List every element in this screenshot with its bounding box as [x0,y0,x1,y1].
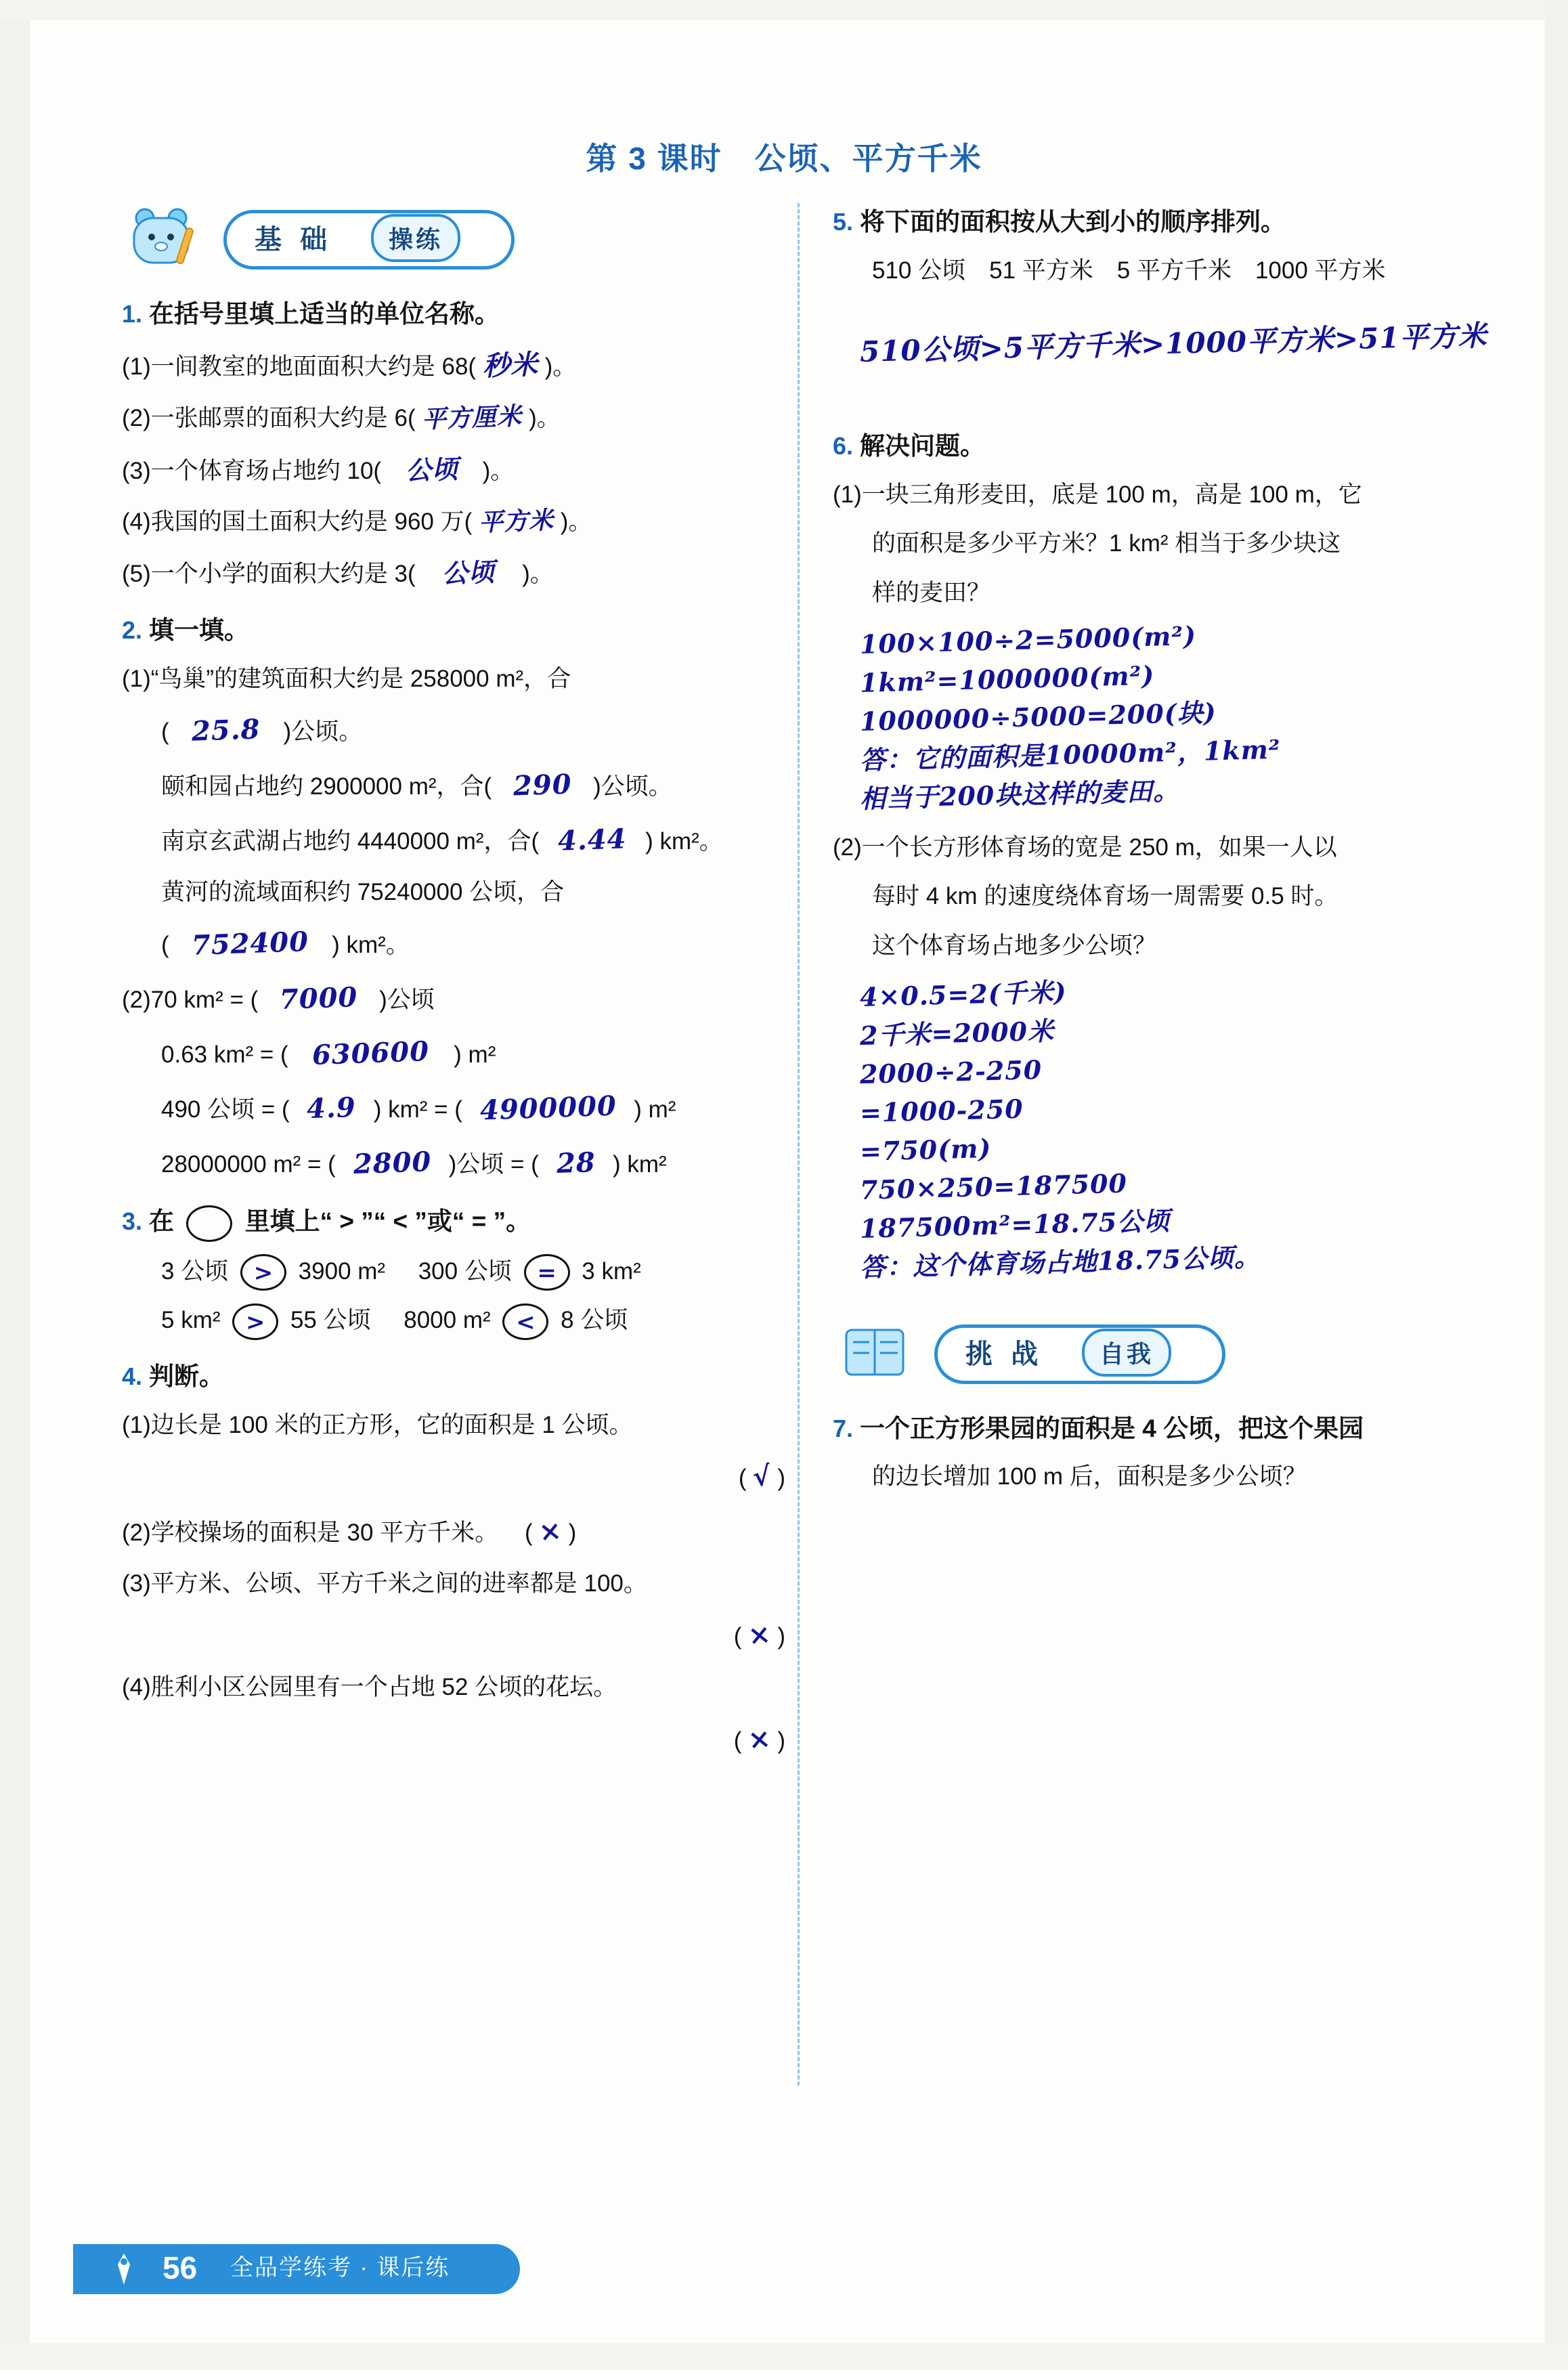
q6-p2-line2: 每时 4 km 的速度绕体育场一周需要 0.5 时。 [872,883,1338,910]
q1-i1-tail: )。 [544,353,577,380]
q1-i5-text: (5)一个小学的面积大约是 3( [122,561,416,588]
pen-icon [108,2251,139,2287]
q1-i3-tail: )。 [482,457,515,484]
blank-circle-icon [186,1205,232,1242]
q2-l3-post: ) km²。 [645,827,723,855]
q2-l8-answer-1: 2800 [352,1145,432,1180]
right-column [833,203,1510,1507]
page-edge-top [0,0,1568,20]
q2-l3-answer: 4.44 [557,823,628,857]
q2-line-8 [161,1142,785,1186]
q4-answer-4: ( × ) [122,1718,785,1762]
q5-answer: 510公顷>5平方千米>1000平方米>51平方米 [859,318,1488,369]
page-title: 第 3 课时 公顷、平方千米 [586,141,982,176]
q3-r2-op: > [232,1304,278,1340]
q4-answer-3: ( × ) [122,1614,785,1658]
q2-l8-answer-2: 28 [555,1146,596,1180]
q3-r2-right2: 8 公顷 [561,1307,628,1334]
q2-l7-mid: ) km² = ( [373,1096,462,1123]
q2-line-2 [161,764,785,808]
question-6-number: 6. [833,432,854,460]
question-2-heading [122,611,785,649]
section-badge-challenge: 自我 [1082,1329,1171,1377]
q2-l4b-post: ) km²。 [332,932,410,959]
q1-i5-answer: 公顷 [441,557,496,589]
q2-l1b-post: )公顷。 [283,718,363,746]
q2-l5-answer: 7000 [279,981,359,1016]
q6-p2-work: 4×0.5=2(千米) 2千米=2000米 2000÷2-250 =1000-250 =750(m) 750×250=187500 187500m²=18.75公顷 答：这个体育场占地18.75公顷。 [859,976,1261,1283]
q2-line-1b [161,709,785,753]
q1-i2-tail: )。 [529,405,561,432]
question-5-heading [833,203,1510,241]
section-header-challenge [833,1318,1510,1392]
q3-r1-right2: 3 km² [582,1257,641,1285]
q4-item-3: (3)平方米、公顷、平方千米之间的进率都是 100。 [122,1570,647,1597]
column-divider [798,203,800,2086]
q2-l8-mid: )公顷 = ( [448,1150,539,1178]
question-6-text: 解决问题。 [860,432,986,460]
q3-r2-left2: 8000 m² [404,1307,491,1334]
q2-l1b-pre: ( [161,718,169,746]
q1-i4-answer: 平方米 [478,505,554,537]
q2-l8-pre: 28000000 m² = ( [161,1150,336,1178]
question-4-heading [122,1358,785,1396]
q2-l1b-answer: 25.8 [191,713,261,748]
section-label-basic: 基 础 [255,225,333,255]
q2-line-7 [161,1087,785,1131]
question-7-number: 7. [833,1414,854,1442]
question-7-heading [833,1410,1510,1448]
q2-line-3 [161,819,785,863]
section-badge-basic: 操练 [371,214,460,262]
q3-r1-left: 3 公顷 [161,1257,229,1285]
q4-a3-mark: × [746,1618,772,1653]
q4-item-1: (1)边长是 100 米的正方形，它的面积是 1 公顷。 [122,1411,633,1438]
question-5-number: 5. [833,208,854,236]
footer-label: 全品学练考 · 课后练 [230,2255,450,2281]
q2-l2-post: )公顷。 [593,773,672,800]
q2-l3-pre: 南京玄武湖占地约 4440000 m²，合( [161,827,540,855]
q3-r2-op2: < [502,1304,548,1340]
q7-line-1: 一个正方形果园的面积是 4 公顷，把这个果园 [860,1414,1364,1442]
question-3-heading [122,1203,785,1241]
q3-r1-op2: = [524,1254,570,1291]
q2-l7-answer-1: 4.9 [306,1091,357,1125]
q1-i1-text: (1)一间教室的地面面积大约是 68( [122,353,477,380]
q4-item-2: (2)学校操场的面积是 30 平方千米。 ( × ) [122,1510,785,1554]
q2-line-5 [122,977,785,1021]
question-5-text: 将下面的面积按从大到小的顺序排列。 [860,208,1286,236]
q2-l7-answer-2: 4900000 [479,1090,617,1127]
q6-p1-line3: 样的麦田？ [872,580,991,607]
q2-l8-post: ) km² [612,1150,667,1178]
q2-l7-post: ) m² [634,1096,676,1123]
q2-l2-pre: 颐和园占地约 2900000 m²，合( [161,773,492,800]
q4-item-4: (4)胜利小区公园里有一个占地 52 公顷的花坛。 [122,1674,617,1701]
q2-l7-pre: 490 公顷 = ( [161,1096,290,1123]
question-1-text: 在括号里填上适当的单位名称。 [149,300,500,328]
q2-l5-pre: (2)70 km² = ( [122,987,259,1014]
question-6-heading [833,427,1510,465]
q1-i5-tail: )。 [522,561,554,588]
q6-p2-line1: (2)一个长方形体育场的宽是 250 m，如果一人以 [833,834,1337,861]
q5-values: 510 公顷 51 平方米 5 平方千米 1000 平方米 [872,257,1386,284]
q3-head-pre: 在 [149,1207,175,1236]
q1-i1-answer: 秒米 [482,348,539,382]
q2-line-6 [161,1032,785,1076]
question-3-number: 3. [122,1207,143,1236]
q1-i3-answer: 公顷 [405,453,459,486]
q1-i3-text: (3)一个体育场占地约 10( [122,457,382,484]
question-2-number: 2. [122,616,143,645]
section-label-challenge: 挑 战 [965,1339,1044,1369]
question-1-item-1 [122,344,785,388]
question-1-number: 1. [122,300,143,328]
left-column [122,203,785,1773]
q1-i4-tail: )。 [560,508,592,535]
q3-head-post: 里填上“ > ”“ < ”或“ = ”。 [244,1207,531,1236]
q3-row-2 [161,1301,785,1340]
q2-l4b-answer: 752400 [191,926,310,962]
q4-i2-text: (2)学校操场的面积是 30 平方千米。 [122,1520,499,1546]
q1-i4-text: (4)我国的国土面积大约是 960 万( [122,508,473,535]
q4-a1-mark: √ [751,1459,772,1494]
q4-a2-mark: × [537,1514,564,1549]
q3-r2-left: 5 km² [161,1307,221,1334]
q4-answer-1: ( √ ) [122,1455,785,1499]
question-1-heading [122,295,785,333]
q7-line-2: 的边长增加 100 m 后，面积是多少公顷？ [872,1463,1307,1490]
q4-a4-mark: × [746,1722,772,1757]
q2-l6-pre: 0.63 km² = ( [161,1041,288,1068]
question-4-text: 判断。 [149,1362,225,1391]
q2-l2-answer: 290 [513,768,573,802]
q2-l5-post: )公顷 [379,987,435,1014]
question-1-item-5 [122,552,785,594]
q2-l6-post: ) m² [454,1041,496,1068]
q2-l4b-pre: ( [161,932,169,959]
question-1-item-2 [122,398,785,438]
q3-row-1 [161,1253,785,1291]
q2-l6-answer: 630600 [311,1035,431,1071]
q6-p1-line2: 的面积是多少平方米？1 km² 相当于多少块这 [872,530,1341,557]
q3-r1-left2: 300 公顷 [418,1257,512,1285]
q2-line-4b [161,922,785,966]
q3-r1-right: 3900 m² [298,1257,386,1285]
q1-i2-answer: 平方厘米 [421,402,523,434]
page-edge-bottom [0,2343,1568,2370]
q3-r1-op: > [240,1254,286,1291]
question-4-number: 4. [122,1362,143,1391]
q1-i2-text: (2)一张邮票的面积大约是 6( [122,405,416,432]
page-edge-right [1545,0,1568,2370]
page-number: 56 [162,2250,198,2285]
q6-p1-line1: (1)一块三角形麦田，底是 100 m，高是 100 m，它 [833,481,1362,508]
question-1-item-4 [122,502,785,542]
question-2-text: 填一填。 [149,616,250,645]
section-header-basic [122,203,785,278]
q2-line-1: (1)“鸟巢”的建筑面积大约是 258000 m²，合 [122,665,571,692]
question-1-item-3 [122,449,785,491]
q6-p1-work: 100×100÷2=5000(m²) 1km²=1000000(m²) 1000000÷5000=200(块) 答：它的面积是10000m²，1km² 相当于200块这样的麦田。 [859,620,1282,814]
q3-r2-right: 55 公顷 [290,1307,371,1334]
book-mascot-icon [841,1319,911,1385]
q6-p2-line3: 这个体育场占地多少公顷？ [872,932,1157,960]
bear-mascot-icon [130,204,200,271]
page-edge-left [0,0,30,2370]
q2-line-4: 黄河的流域面积约 75240000 公顷，合 [161,878,565,905]
